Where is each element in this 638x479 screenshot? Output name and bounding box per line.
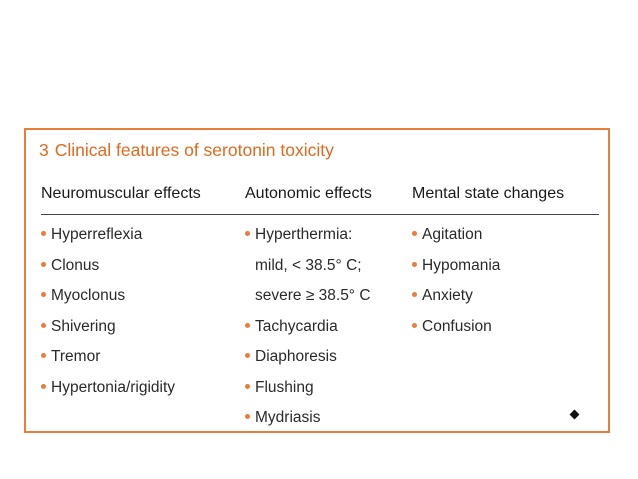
list-item: Confusion (412, 312, 500, 343)
list-item: Tachycardia (245, 312, 371, 343)
bullet-icon (41, 353, 46, 358)
list-item: Tremor (41, 342, 175, 373)
box-number: 3 (39, 140, 49, 160)
list-item: Diaphoresis (245, 342, 371, 373)
list-item: Hypertonia/rigidity (41, 373, 175, 404)
header-neuromuscular: Neuromuscular effects (41, 185, 201, 202)
column-neuromuscular (41, 220, 175, 403)
list-item: Mydriasis (245, 403, 371, 434)
list-item: Hyperreflexia (41, 220, 175, 251)
bullet-icon (245, 231, 250, 236)
list-item: Anxiety (412, 281, 500, 312)
bullet-icon (41, 231, 46, 236)
bullet-icon (412, 262, 417, 267)
box-title-text: Clinical features of serotonin toxicity (54, 140, 334, 160)
bullet-icon (412, 231, 417, 236)
bullet-icon (41, 323, 46, 328)
bullet-icon (41, 384, 46, 389)
list-item: Hyperthermia: (245, 220, 371, 251)
header-rule (41, 214, 599, 215)
list-item: Hypomania (412, 251, 500, 282)
list-item: Flushing (245, 373, 371, 404)
bullet-icon (245, 384, 250, 389)
box-title (39, 140, 334, 161)
bullet-icon (245, 323, 250, 328)
list-item: Myoclonus (41, 281, 175, 312)
diamond-icon (570, 410, 580, 420)
bullet-icon (412, 323, 417, 328)
list-item: Shivering (41, 312, 175, 343)
bullet-icon (245, 414, 250, 419)
feature-box (24, 128, 610, 433)
list-item-continuation: severe ≥ 38.5° C (255, 287, 371, 304)
column-mental-state (412, 220, 500, 342)
bullet-icon (41, 262, 46, 267)
bullet-icon (412, 292, 417, 297)
bullet-icon (41, 292, 46, 297)
header-mental-state: Mental state changes (412, 185, 565, 202)
list-item-continuation: mild, < 38.5° C; (255, 256, 362, 274)
header-autonomic: Autonomic effects (245, 185, 372, 202)
list-item: Clonus (41, 251, 175, 282)
list-item: Agitation (412, 220, 500, 251)
bullet-icon (245, 353, 250, 358)
column-autonomic (245, 220, 371, 434)
